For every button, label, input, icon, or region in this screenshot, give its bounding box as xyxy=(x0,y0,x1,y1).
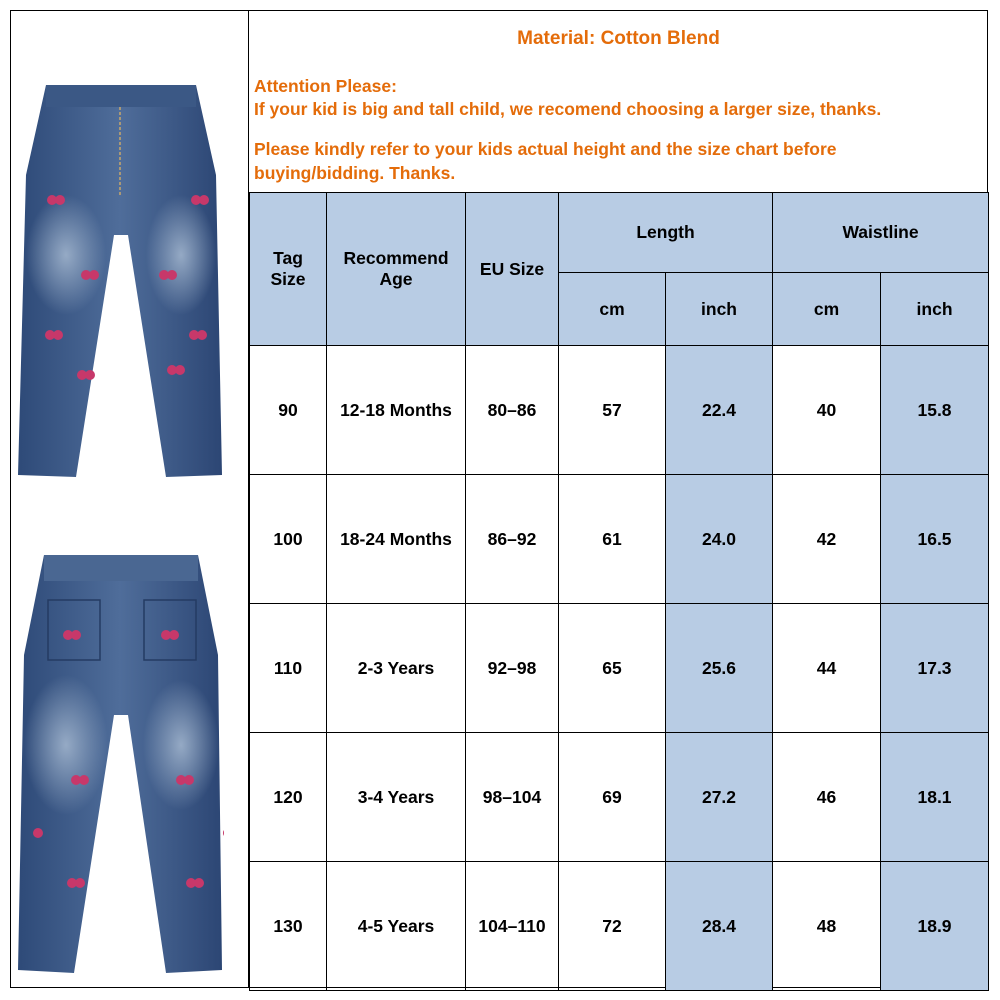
eu-size-cell: 104–110 xyxy=(466,862,559,991)
waist-inch-cell: 15.8 xyxy=(881,346,989,475)
tag-size-cell: 100 xyxy=(250,475,327,604)
waist-inch-cell: 16.5 xyxy=(881,475,989,604)
jeans-front-icon xyxy=(16,85,224,480)
length-cm-cell: 61 xyxy=(559,475,666,604)
tag-size-cell: 120 xyxy=(250,733,327,862)
attention-text: If your kid is big and tall child, we recomend choosing a larger size, thanks. xyxy=(254,99,882,119)
length-inch-cell: 28.4 xyxy=(666,862,773,991)
header-length-cm: cm xyxy=(559,273,666,346)
header-waist-inch: inch xyxy=(881,273,989,346)
tag-size-cell: 90 xyxy=(250,346,327,475)
length-cm-cell: 72 xyxy=(559,862,666,991)
waist-cm-cell: 40 xyxy=(773,346,881,475)
length-inch-cell: 25.6 xyxy=(666,604,773,733)
age-cell: 12-18 Months xyxy=(327,346,466,475)
length-inch-cell: 22.4 xyxy=(666,346,773,475)
table-row xyxy=(250,733,989,862)
header-length-inch: inch xyxy=(666,273,773,346)
age-cell: 18-24 Months xyxy=(327,475,466,604)
tag-size-cell: 130 xyxy=(250,862,327,991)
length-cm-cell: 69 xyxy=(559,733,666,862)
waist-inch-cell: 17.3 xyxy=(881,604,989,733)
notice-panel xyxy=(249,10,988,193)
tag-size-cell: 110 xyxy=(250,604,327,733)
age-cell: 3-4 Years xyxy=(327,733,466,862)
header-eu-size: EU Size xyxy=(466,193,559,346)
eu-size-cell: 80–86 xyxy=(466,346,559,475)
age-cell: 2-3 Years xyxy=(327,604,466,733)
eu-size-cell: 86–92 xyxy=(466,475,559,604)
length-inch-cell: 24.0 xyxy=(666,475,773,604)
header-tag-size: Tag Size xyxy=(250,193,327,346)
header-recommend-age: Recommend Age xyxy=(327,193,466,346)
material-text: Material: Cotton Blend xyxy=(517,28,720,49)
length-cm-cell: 65 xyxy=(559,604,666,733)
header-waist-cm: cm xyxy=(773,273,881,346)
table-header-row xyxy=(250,193,989,273)
table-row xyxy=(250,475,989,604)
attention-title: Attention Please: xyxy=(254,76,397,96)
waist-cm-cell: 42 xyxy=(773,475,881,604)
waist-cm-cell: 44 xyxy=(773,604,881,733)
waist-inch-cell: 18.1 xyxy=(881,733,989,862)
waist-cm-cell: 48 xyxy=(773,862,881,991)
size-table xyxy=(249,192,989,991)
jeans-back-icon xyxy=(16,555,224,975)
waist-cm-cell: 46 xyxy=(773,733,881,862)
length-cm-cell: 57 xyxy=(559,346,666,475)
age-cell: 4-5 Years xyxy=(327,862,466,991)
waist-inch-cell: 18.9 xyxy=(881,862,989,991)
header-waistline: Waistline xyxy=(773,193,989,273)
table-row xyxy=(250,346,989,475)
refer-text: Please kindly refer to your kids actual height and the size chart before buying/bidding. Thanks. xyxy=(254,139,837,183)
eu-size-cell: 98–104 xyxy=(466,733,559,862)
eu-size-cell: 92–98 xyxy=(466,604,559,733)
header-length: Length xyxy=(559,193,773,273)
table-row xyxy=(250,862,989,991)
length-inch-cell: 27.2 xyxy=(666,733,773,862)
table-row xyxy=(250,604,989,733)
